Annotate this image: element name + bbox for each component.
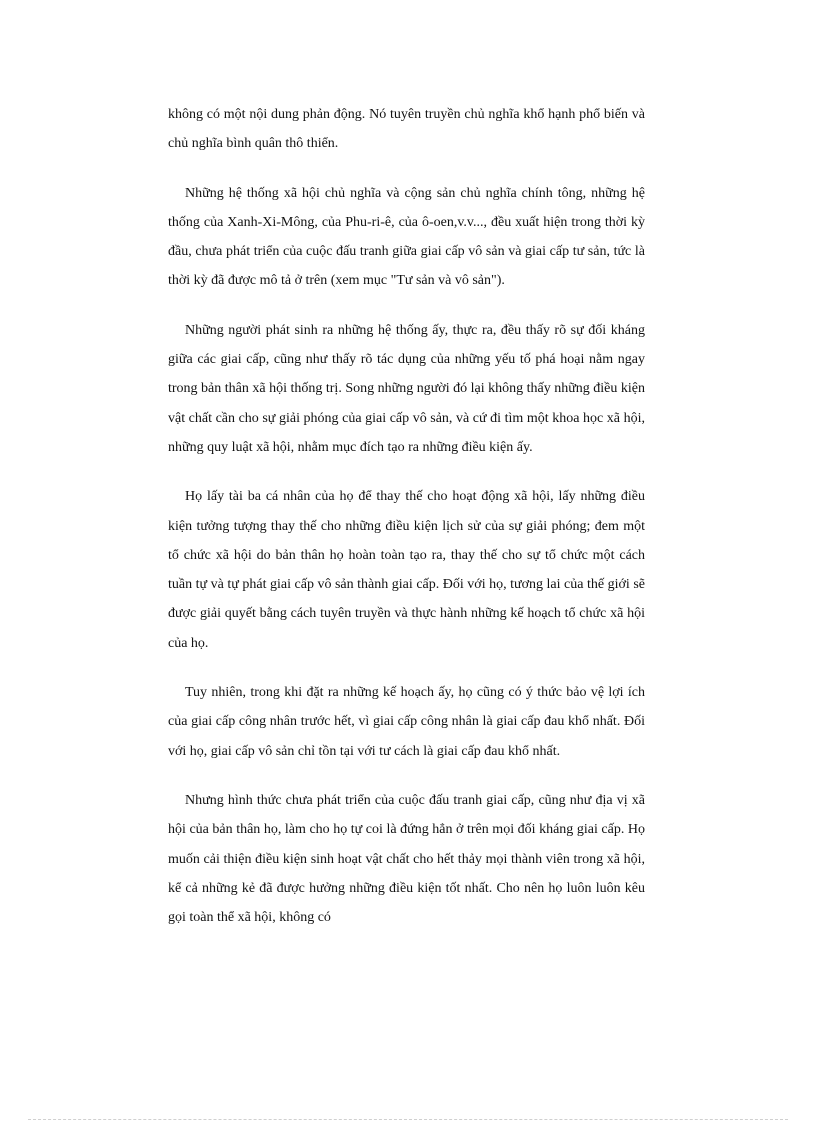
paragraph-4: Họ lấy tài ba cá nhân của họ để thay thế cho hoạt động xã hội, lấy những điều kiện tưởng tượng thay thế cho những điều kiện lịch sử của sự giải phóng; đem một tổ chức xã hội do bản thân họ hoàn toàn tạo ra, thay thế cho sự tổ chức một cách tuần tự và tự phát giai cấp vô sản thành giai cấp. Đối với họ, tương lai của thế giới sẽ được giải quyết bằng cách tuyên truyền và thực hành những kế hoạch tổ chức xã hội của họ. [168,489,645,651]
document-body [168,100,645,952]
paragraph-3: Những người phát sinh ra những hệ thống ấy, thực ra, đều thấy rõ sự đối kháng giữa các giai cấp, cũng như thấy rõ tác dụng của những yếu tố phá hoại nằm ngay trong bản thân xã hội thống trị. Song những người đó lại không thấy những điều kiện vật chất cần cho sự giải phóng của giai cấp vô sản, và cứ đi tìm một khoa học xã hội, những quy luật xã hội, nhằm mục đích tạo ra những điều kiện ấy. [168,322,645,455]
paragraph-5: Tuy nhiên, trong khi đặt ra những kế hoạch ấy, họ cũng có ý thức bảo vệ lợi ích của giai cấp công nhân trước hết, vì giai cấp công nhân là giai cấp đau khổ nhất. Đối với họ, giai cấp vô sản chỉ tồn tại với tư cách là giai cấp đau khổ nhất. [168,685,645,759]
paragraph-1: không có một nội dung phản động. Nó tuyên truyền chủ nghĩa khổ hạnh phổ biến và chủ nghĩa bình quân thô thiển. [168,107,645,152]
paragraph-6: Nhưng hình thức chưa phát triển của cuộc đấu tranh giai cấp, cũng như địa vị xã hội của bản thân họ, làm cho họ tự coi là đứng hẳn ở trên mọi đối kháng giai cấp. Họ muốn cải thiện điều kiện sinh hoạt vật chất cho hết thảy mọi thành viên trong xã hội, kể cả những kẻ đã được hưởng những điều kiện tốt nhất. Cho nên họ luôn luôn kêu gọi toàn thể xã hội, không có [168,792,645,926]
page-bottom-divider [28,1119,788,1120]
paragraph-2: Những hệ thống xã hội chủ nghĩa và cộng sản chủ nghĩa chính tông, những hệ thống của Xanh-Xi-Mông, của Phu-ri-ê, của ô-oen,v.v..., đều xuất hiện trong thời kỳ đầu, chưa phát triển của cuộc đấu tranh giữa giai cấp vô sản và giai cấp tư sản, tức là thời kỳ đã được mô tả ở trên (xem mục "Tư sản và vô sản"). [168,185,645,289]
